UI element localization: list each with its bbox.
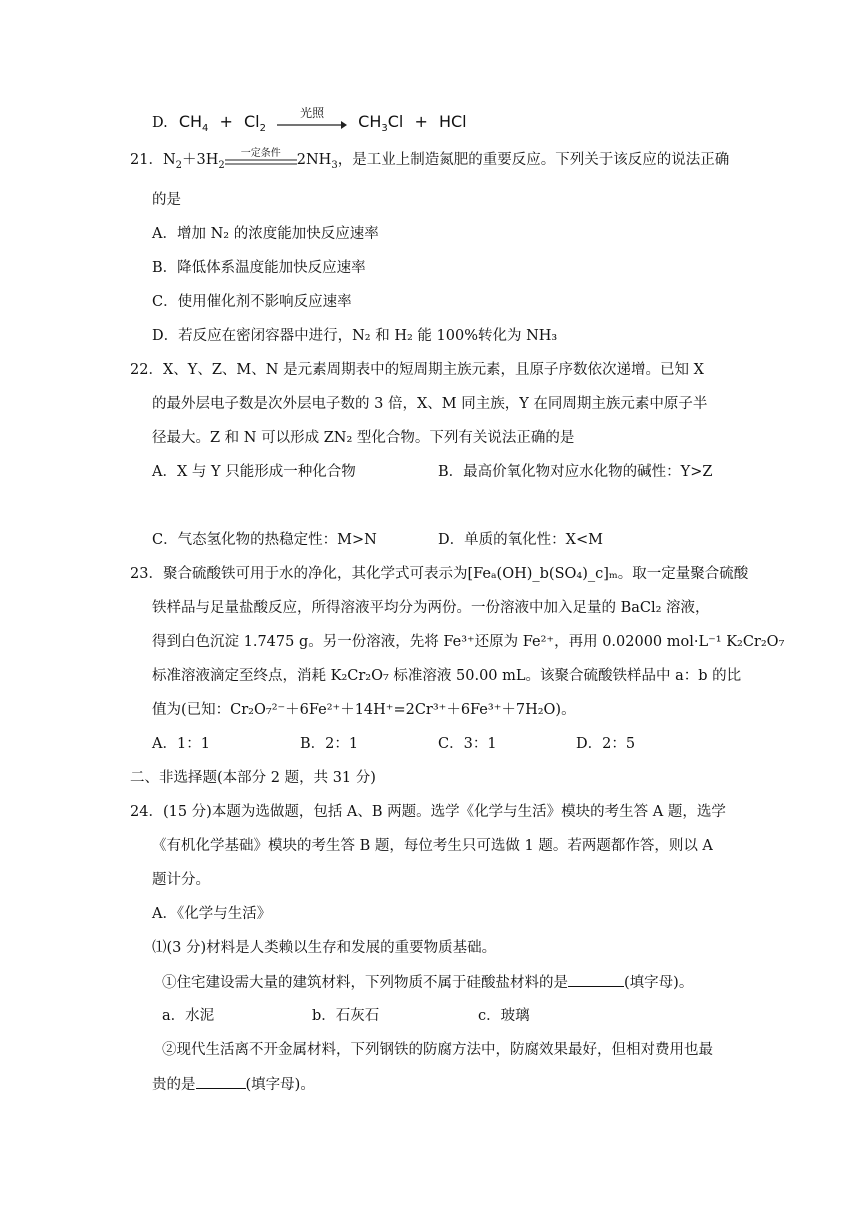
option-label: D. bbox=[152, 115, 168, 131]
q24-subquestion-1: ⑴(3 分)材料是人类赖以生存和发展的重要物质基础。 bbox=[152, 940, 497, 956]
q23-option-a: A．1：1 bbox=[152, 736, 210, 752]
q23-option-b: B．2：1 bbox=[300, 736, 359, 752]
q23-stem-line4: 标准溶液滴定至终点，消耗 K₂Cr₂O₇ 标准溶液 50.00 mL。该聚合硫酸铁样品中 a：b 的比 bbox=[152, 668, 742, 684]
q24-stem-line2: 《有机化学基础》模块的考生答 B 题，每位考生只可选做 1 题。若两题都作答，则以 A bbox=[152, 838, 713, 854]
q24-item-1: ①住宅建设需大量的建筑材料，下列物质不属于硅酸盐材料的是 (填字母)。 bbox=[162, 972, 693, 993]
q23-stem-line1: 23．聚合硫酸铁可用于水的净化，其化学式可表示为[Feₐ(OH)_b(SO₄)_c]ₘ。取一定量聚合硫酸 bbox=[130, 566, 749, 582]
q22-stem-line3: 径最大。Z 和 N 可以形成 ZN₂ 型化合物。下列有关说法正确的是 bbox=[152, 430, 575, 446]
q21-option-c: C．使用催化剂不影响反应速率 bbox=[152, 294, 352, 310]
q22-option-b: B．最高价氧化物对应水化物的碱性：Y>Z bbox=[438, 464, 713, 480]
q23-stem-line5: 值为(已知：Cr₂O₇²⁻＋6Fe²⁺＋14H⁺=2Cr³⁺＋6Fe³⁺＋7H₂O)。 bbox=[152, 702, 576, 718]
prev-option-d: D. $CH_4 + Cl_2$ 光照 $CH_3Cl$ + HCl bbox=[152, 112, 467, 133]
q24-item-2-line1: ②现代生活离不开金属材料，下列钢铁的防腐方法中，防腐效果最好，但相对费用也最 bbox=[162, 1042, 713, 1058]
q21-option-b: B．降低体系温度能加快反应速率 bbox=[152, 260, 366, 276]
q22-stem-line1: 22．X、Y、Z、M、N 是元素周期表中的短周期主族元素，且原子序数依次递增。已知 X bbox=[130, 362, 704, 378]
q23-option-c: C．3：1 bbox=[438, 736, 497, 752]
q21-option-a: A．增加 N₂ 的浓度能加快反应速率 bbox=[152, 226, 379, 242]
reaction-arrow bbox=[277, 105, 347, 131]
q21-stem: 21．$N_2+3H_2$ 一定条件 $2NH_3$，是工业上制造氮肥的重要反应。下列关于该反应的说法正确 bbox=[130, 150, 729, 170]
q22-option-d: D．单质的氧化性：X<M bbox=[438, 532, 603, 548]
q24-part-a-title: A．《化学与生活》 bbox=[152, 906, 272, 922]
q24-item1-option-c: c．玻璃 bbox=[478, 1008, 530, 1024]
answer-blank[interactable] bbox=[196, 1074, 246, 1089]
q24-item1-option-b: b．石灰石 bbox=[312, 1008, 380, 1024]
arrow-condition: 光照 bbox=[300, 105, 325, 120]
q21-stem-line2: 的是 bbox=[152, 192, 181, 208]
equilibrium-icon bbox=[225, 155, 297, 169]
equilibrium-arrow bbox=[225, 148, 297, 167]
equilibrium-condition: 一定条件 bbox=[240, 148, 281, 159]
arrow-icon bbox=[277, 117, 347, 133]
section-title: 二、非选择题(本部分 2 题，共 31 分) bbox=[130, 770, 376, 786]
q23-stem-line3: 得到白色沉淀 1.7475 g。另一份溶液，先将 Fe³⁺还原为 Fe²⁺，再用 0.02000 mol·L⁻¹ K₂Cr₂O₇ bbox=[152, 634, 785, 650]
q22-stem-line2: 的最外层电子数是次外层电子数的 3 倍，X、M 同主族，Y 在同周期主族元素中原子半 bbox=[152, 396, 708, 412]
q21-option-d: D．若反应在密闭容器中进行，N₂ 和 H₂ 能 100%转化为 NH₃ bbox=[152, 328, 558, 344]
q22-option-a: A．X 与 Y 只能形成一种化合物 bbox=[152, 464, 356, 480]
q24-item-2-line2: 贵的是 (填字母)。 bbox=[152, 1074, 315, 1095]
q24-item1-option-a: a．水泥 bbox=[162, 1008, 215, 1024]
q22-option-c: C．气态氢化物的热稳定性：M>N bbox=[152, 532, 377, 548]
q24-stem-line3: 题计分。 bbox=[152, 872, 210, 888]
answer-blank[interactable] bbox=[568, 972, 624, 987]
q23-option-d: D．2：5 bbox=[576, 736, 636, 752]
q24-stem-line1: 24．(15 分)本题为选做题，包括 A、B 两题。选学《化学与生活》模块的考生答 A 题，选学 bbox=[130, 804, 726, 820]
q23-stem-line2: 铁样品与足量盐酸反应，所得溶液平均分为两份。一份溶液中加入足量的 BaCl₂ 溶液， bbox=[152, 600, 710, 616]
